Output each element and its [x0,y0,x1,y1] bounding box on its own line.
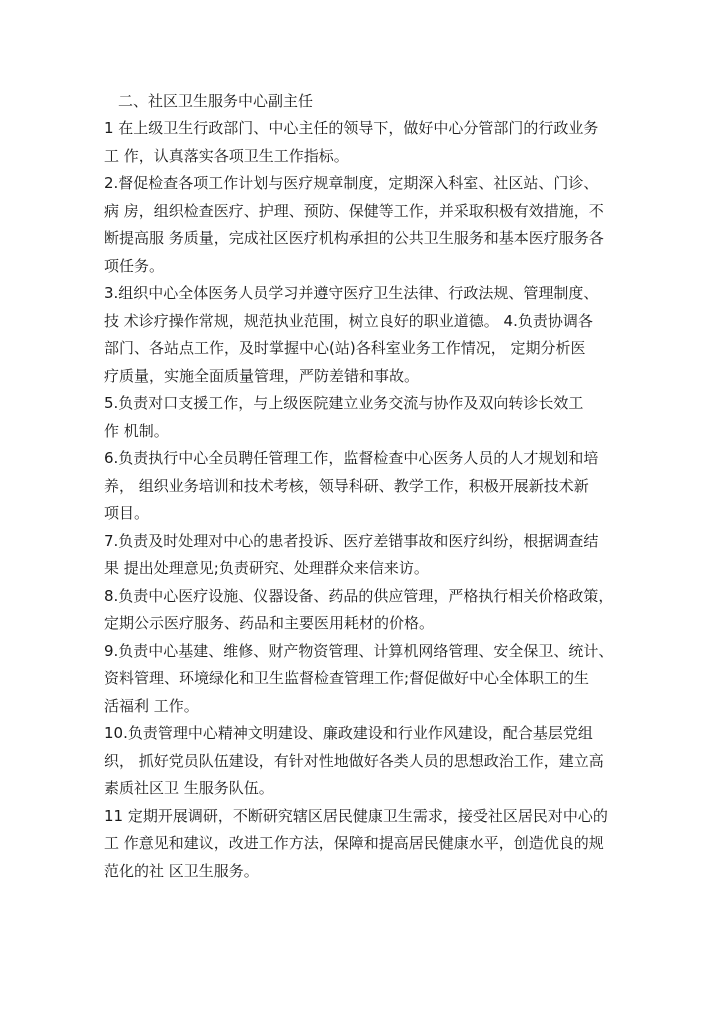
paragraph-line: 素质社区卫 生服务队伍。 [104,779,274,797]
paragraph-8 [104,638,614,721]
paragraph-line: 9.负责中心基建、维修、财产物资管理、计算机网络管理、安全保卫、统计、 [104,641,614,660]
paragraph-7 [104,583,614,638]
paragraph-line: 果 提出处理意见;负责研究、处理群众来信来访。 [104,559,429,577]
paragraph-line: 织， 抓好党员队伍建设，有针对性地做好各类人员的思想政治工作，建立高 [104,751,604,770]
paragraph-2 [104,170,604,280]
paragraph-line: 11 定期开展调研，不断研究辖区居民健康卫生需求，接受社区居民对中心的 [104,806,608,825]
paragraph-5 [104,445,598,528]
paragraph-line: 1 在上级卫生行政部门、中心主任的领导下，做好中心分管部门的行政业务 [104,119,599,137]
paragraph-3 [104,280,598,390]
paragraph-line: 资料管理、环境绿化和卫生监督检查管理工作;督促做好中心全体职工的生 [104,669,590,687]
paragraph-4 [104,390,598,445]
paragraph-line: 定期公示医疗服务、药品和主要医用耗材的价格。 [104,614,435,632]
paragraph-10 [104,803,608,886]
paragraph-line: 7.负责及时处理对中心的患者投诉、医疗差错事故和医疗纠纷，根据调查结 [104,531,599,550]
paragraph-line: 6.负责执行中心全员聘任管理工作，监督检查中心医务人员的人才规划和培 [104,449,599,467]
paragraph-line: 8.负责中心医疗设施、仪器设备、药品的供应管理，严格执行相关价格政策， [104,586,614,605]
paragraph-line: 技 术诊疗操作常规，规范执业范围，树立良好的职业道德。 4.负责协调各 [104,311,593,330]
paragraph-line: 10.负责管理中心精神文明建设、廉政建设和行业作风建设，配合基层党组 [104,724,593,742]
document-body [104,115,614,885]
paragraph-line: 2.督促检查各项工作计划与医疗规章制度，定期深入科室、社区站、门诊、 [104,174,599,192]
paragraph-6 [104,528,598,583]
paragraph-line: 活福利 工作。 [104,696,199,715]
paragraph-line: 范化的社 区卫生服务。 [104,861,259,880]
paragraph-line: 项目。 [104,504,150,522]
paragraph-line: 病 房，组织检查医疗、护理、预防、保健等工作，并采取积极有效措施，不 [104,201,604,220]
paragraph-line: 5.负责对口支援工作，与上级医院建立业务交流与协作及双向转诊长效工 [104,394,584,412]
paragraph-1 [104,115,598,170]
paragraph-line: 部门、各站点工作，及时掌握中心(站)各科室业务工作情况， 定期分析医 [104,339,586,357]
paragraph-line: 断提高服 务质量，完成社区医疗机构承担的公共卫生服务和基本医疗服务各 [104,229,604,247]
paragraph-line: 作 机制。 [104,421,169,440]
paragraph-line: 项任务。 [104,256,165,275]
paragraph-line: 工 作意见和建议，改进工作方法，保障和提高居民健康水平，创造优良的规 [104,834,604,852]
paragraph-line: 养， 组织业务培训和技术考核，领导科研、教学工作，积极开展新技术新 [104,476,589,495]
paragraph-line: 工 作，认真落实各项卫生工作指标。 [104,146,349,165]
paragraph-9 [104,720,604,803]
document-page [104,88,614,885]
paragraph-line: 疗质量，实施全面质量管理，严防差错和事故。 [104,366,420,385]
section-heading: 二、社区卫生服务中心副主任 [118,92,314,110]
paragraph-line: 3.组织中心全体医务人员学习并遵守医疗卫生法律、行政法规、管理制度、 [104,284,599,302]
